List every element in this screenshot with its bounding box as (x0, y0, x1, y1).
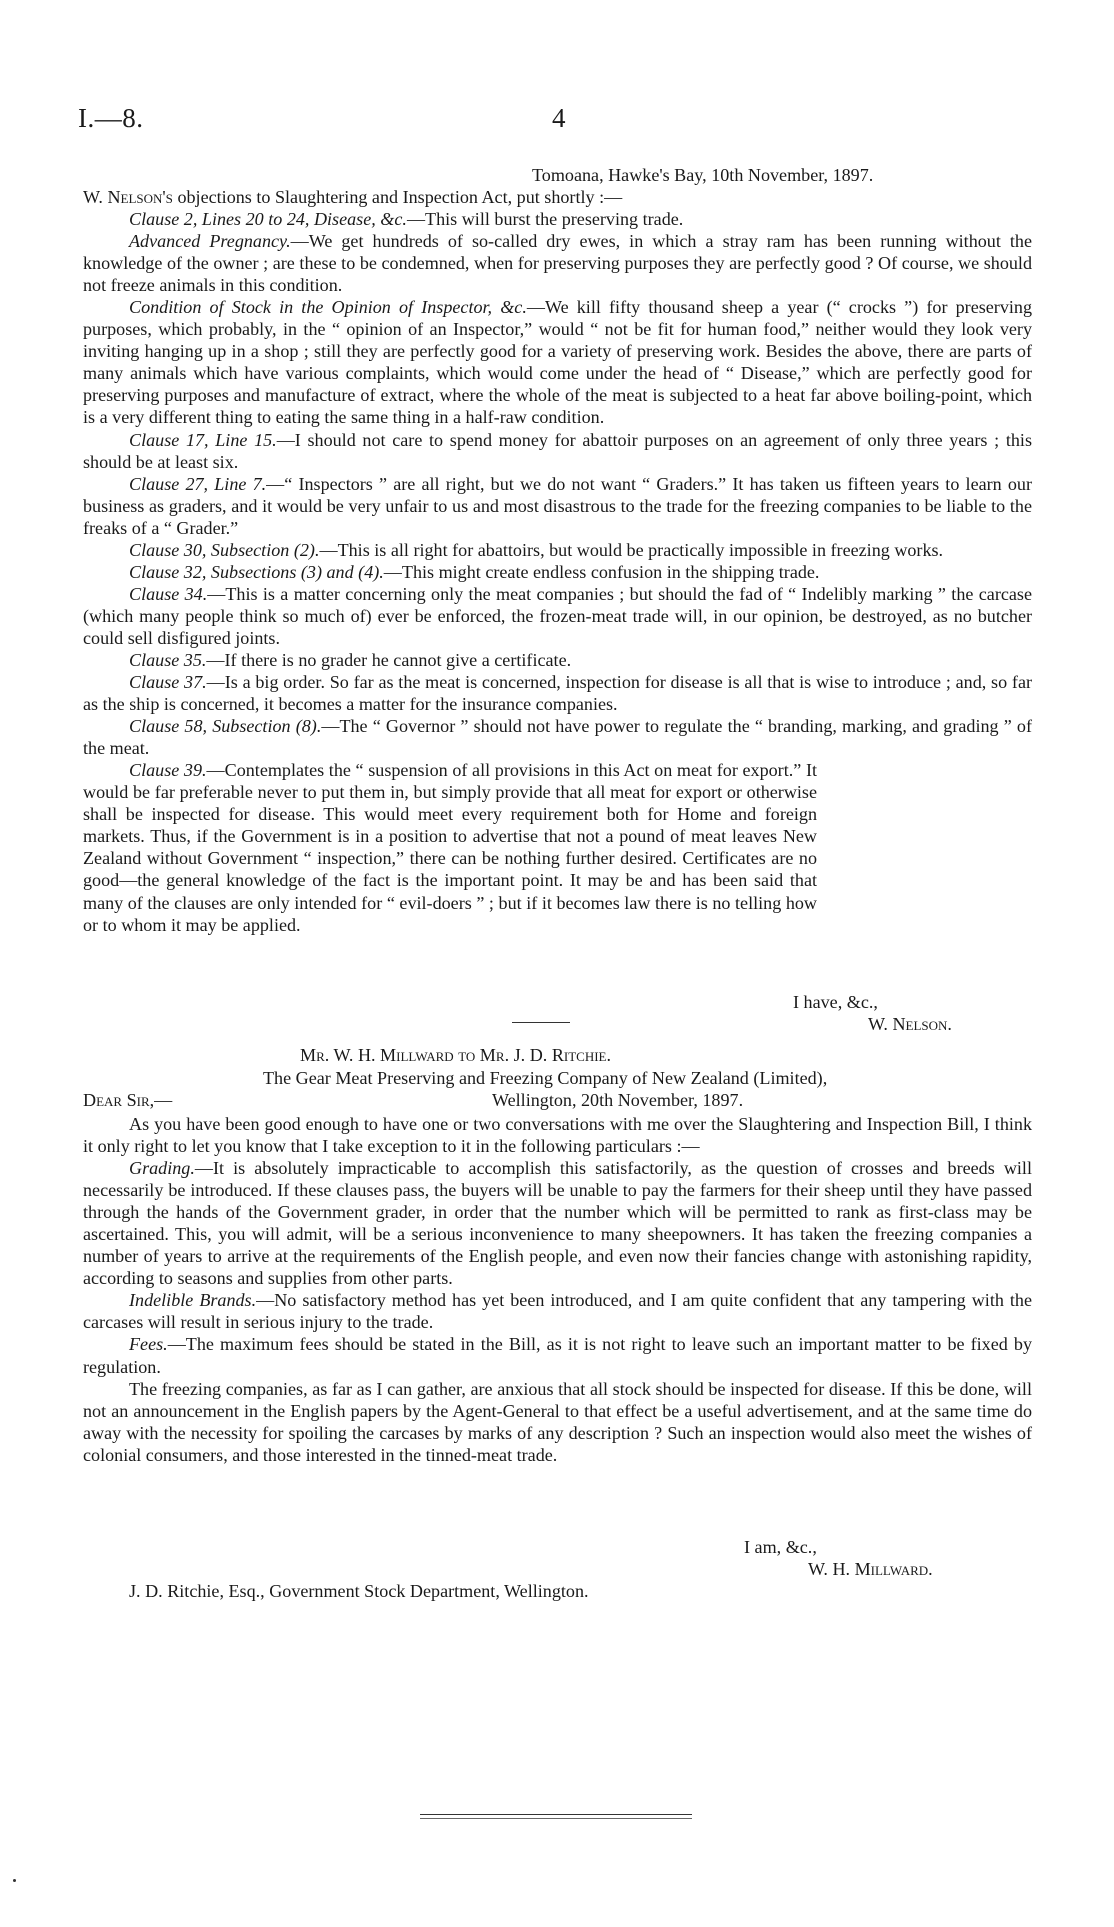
para-lead: Fees. (129, 1334, 168, 1355)
para-text: —We get hundreds of so-called dry ewes, in which a stray ram has been running without the knowledge of the owner ; are these to be condemned, when for preserving purposes they are perfectly good ? Of course, we should not freeze animals in this condition. (83, 231, 1032, 296)
nelson-para-11 (83, 715, 1032, 759)
nelson-para-8 (83, 583, 1032, 649)
end-rule-lower (420, 1818, 692, 1819)
para-lead: Clause 58, Subsection (8). (129, 716, 322, 737)
para-lead: Clause 37. (129, 672, 207, 693)
millward-para-1 (83, 1157, 1032, 1289)
para-lead: Clause 17, Line 15. (129, 429, 277, 450)
para-lead: Clause 2, Lines 20 to 24, Disease, &c. (129, 209, 407, 230)
para-text: —Contemplates the “ suspension of all provisions in this Act on meat for export.” It would be far preferable never to put them in, but simply provide that all meat for export or otherwise shall be inspected for disease. This would meet every requirement both for Home and foreign markets. Thus, if the Government is in a position to advertise that not a pound of meat leaves New Zealand without Government “ inspection,” there can be nothing further desired. Certificates are no good—the general knowledge of the fact is the important point. It may be and has been said that many of the clauses are only intended for “ evil-doers ” ; but if it becomes law there is no telling how or to whom it may be applied. (83, 760, 817, 935)
nelson-intro (83, 186, 1032, 208)
millward-closing: I am, &c., (744, 1537, 817, 1557)
para-lead: Clause 32, Subsections (3) and (4). (129, 561, 384, 582)
nelson-intro-text: objections to Slaughtering and Inspection Act, put shortly :— (177, 187, 623, 207)
para-text: —I should not care to spend money for abattoir purposes on an agreement of only three years ; this should be at least six. (83, 429, 1033, 472)
end-rule (420, 1814, 692, 1815)
para-lead: Indelible Brands. (129, 1290, 257, 1311)
millward-company: The Gear Meat Preserving and Freezing Company of New Zealand (Limited), (263, 1068, 828, 1088)
nelson-letter (83, 186, 1032, 936)
para-text: —If there is no grader he cannot give a certificate. (206, 649, 572, 670)
millward-signature: W. H. Millward. (808, 1559, 933, 1579)
millward-heading: Mr. W. H. Millward to Mr. J. D. Ritchie. (300, 1045, 612, 1065)
millward-para-2 (83, 1289, 1032, 1333)
para-text: —No satisfactory method has yet been introduced, and I am quite confident that any tampering with the carcases will result in serious injury to the trade. (83, 1290, 1032, 1333)
millward-letter (83, 1113, 1032, 1466)
nelson-para-12 (83, 759, 1032, 935)
para-lead: Clause 30, Subsection (2). (129, 539, 320, 560)
page-number: 4 (552, 103, 566, 133)
para-text: —This is all right for abattoirs, but would be practically impossible in freezing works. (319, 539, 944, 560)
millward-intro: As you have been good enough to have one or two conversations with me over the Slaughtering and Inspection Bill, I think it only right to let you know that I take exception to it in the following particulars :— (83, 1114, 1032, 1157)
para-text: —This is a matter concerning only the meat companies ; but should the fad of “ Indelibly marking ” the carcase (which many people think so much of) ever be enforced, the frozen-meat trade will, in our opinion, be destroyed, as no butcher could sell disfigured joints. (83, 583, 1032, 648)
para-lead: Grading. (129, 1158, 195, 1179)
millward-final-para: The freezing companies, as far as I can gather, are anxious that all stock should be inspected for disease. If this be done, will not an announcement in the English papers by the Agent-General to that effect be a useful advertisement, and at the same time do away with the necessity for spoiling the carcases by marks of any description ? Such an inspection would also meet the wishes of colonial consumers, and those interested in the tinned-meat trade. (83, 1378, 1032, 1465)
para-text: —We kill fifty thousand sheep a year (“ crocks ”) for preserving purposes, which probably, in the “ opinion of an Inspector,” would “ not be fit for human food,” neither would they look very inviting hanging up in a shop ; still they are perfectly good for a variety of preserving work. Besides the above, there are parts of many animals which have various complaints, which would come under the head of “ Disease,” which are perfectly good for preserving purposes and manufacture of extract, where the whole of the meat is subjected to a heat far above boiling-point, which is a very different thing to eating the same thing in a half-raw condition. (83, 297, 1032, 428)
para-lead: Condition of Stock in the Opinion of Inspector, &c. (129, 297, 527, 318)
nelson-intro-name: W. Nelson's (83, 187, 173, 207)
para-text: —It is absolutely impracticable to accomplish this satisfactorily, as the question of crosses and breeds will necessarily be introduced. If these clauses pass, the buyers will be unable to pay the farmers for their sheep until they have passed through the hands of the Government grader, in order that the number which will be permitted to rank as first-class may be ascertained. This, you will admit, will be a serious inconvenience to many sheepowners. It has taken the freezing companies a number of years to arrive at the requirements of the English people, and even now their fancies change with astonishing rapidity, according to seasons and supplies from other parts. (83, 1158, 1032, 1289)
para-text: —The “ Governor ” should not have power to regulate the “ branding, marking, and grading ” of the meat. (83, 716, 1032, 759)
nelson-dateline: Tomoana, Hawke's Bay, 10th November, 1897. (532, 165, 874, 185)
nelson-signature: W. Nelson. (868, 1014, 952, 1034)
addressee: J. D. Ritchie, Esq., Government Stock Department, Wellington. (129, 1581, 589, 1601)
millward-date: Wellington, 20th November, 1897. (492, 1090, 744, 1110)
para-lead: Advanced Pregnancy. (129, 231, 291, 252)
para-lead: Clause 27, Line 7. (129, 473, 267, 494)
margin-speck (13, 1879, 16, 1882)
section-divider (512, 1022, 570, 1023)
para-text: —“ Inspectors ” are all right, but we do not want “ Graders.” It has taken us fifteen years to learn our business as graders, and it would be very unfair to us and most disastrous to the trade for the freezing companies to be liable to the freaks of a “ Grader.” (83, 473, 1033, 538)
nelson-para-4 (83, 429, 1032, 473)
millward-salutation: Dear Sir,— (83, 1090, 173, 1110)
millward-para-3 (83, 1333, 1032, 1377)
para-lead: Clause 34. (129, 583, 208, 604)
nelson-para-7 (83, 561, 1032, 583)
nelson-para-3 (83, 296, 1032, 428)
para-text: —The maximum fees should be stated in the Bill, as it is not right to leave such an important matter to be fixed by regulation. (83, 1334, 1032, 1377)
para-lead: Clause 35. (129, 649, 207, 670)
document-reference: I.—8. (78, 103, 144, 133)
nelson-closing: I have, &c., (793, 992, 878, 1012)
nelson-para-1 (83, 208, 1032, 230)
nelson-para-6 (83, 539, 1032, 561)
nelson-para-2 (83, 230, 1032, 296)
para-text: —Is a big order. So far as the meat is concerned, inspection for disease is all that is wise to introduce ; and, so far as the ship is concerned, it becomes a matter for the insurance companies. (83, 672, 1032, 715)
nelson-para-9 (83, 649, 1032, 671)
para-text: —This will burst the preserving trade. (406, 209, 684, 230)
nelson-para-10 (83, 671, 1032, 715)
para-text: —This might create endless confusion in the shipping trade. (383, 561, 820, 582)
para-lead: Clause 39. (129, 760, 207, 781)
nelson-para-5 (83, 473, 1032, 539)
